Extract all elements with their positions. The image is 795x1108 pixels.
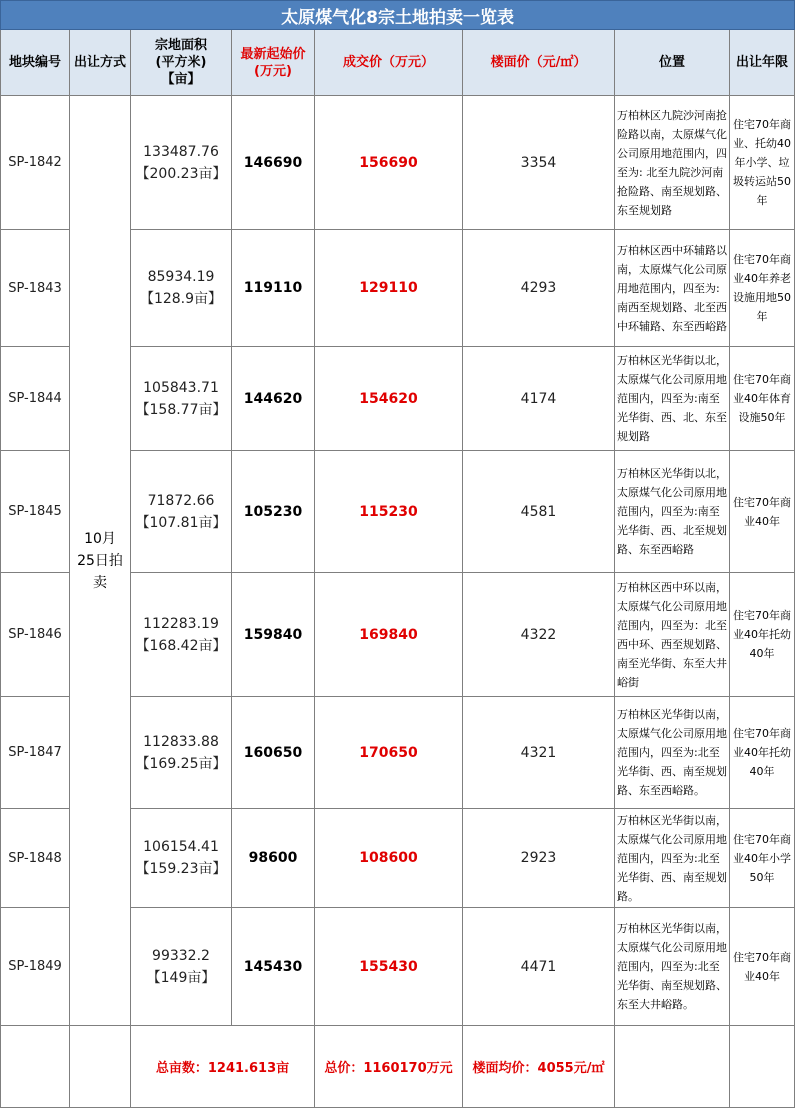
cell-start-price: 119110	[232, 230, 315, 347]
cell-deal-price: 155430	[315, 908, 463, 1026]
cell-start-price: 160650	[232, 697, 315, 809]
header-floor-price: 楼面价（元/㎡）	[463, 30, 615, 96]
area-sqm: 133487.76	[143, 143, 219, 160]
cell-deal-price: 156690	[315, 96, 463, 230]
cell-location: 万柏林区西中环以南，太原煤气化公司原用地范围内，四至为：北至西中环、西至规划路、南至光华街、东至大井峪街	[615, 573, 730, 697]
summary-row	[1, 1026, 795, 1108]
cell-floor-price: 3354	[463, 96, 615, 230]
summary-total-price: 总价：1160170万元	[315, 1026, 463, 1108]
cell-deal-price: 108600	[315, 809, 463, 908]
area-sqm: 106154.41	[143, 839, 219, 855]
cell-area	[131, 96, 232, 230]
cell-floor-price: 4321	[463, 697, 615, 809]
cell-area	[131, 451, 232, 573]
cell-deal-price: 154620	[315, 347, 463, 451]
cell-deal-price: 169840	[315, 573, 463, 697]
header-start-line2: (万元)	[254, 63, 292, 79]
cell-area	[131, 908, 232, 1026]
cell-term: 住宅70年商业40年托幼40年	[730, 573, 795, 697]
cell-term: 住宅70年商业40年	[730, 451, 795, 573]
cell-area	[131, 347, 232, 451]
summary-empty-4	[730, 1026, 795, 1108]
cell-code: SP-1844	[1, 347, 70, 451]
cell-location: 万柏林区西中环辅路以南，太原煤气化公司原用地范围内，四至为:南西至规划路、北至西中环辅路、东至西峪路	[615, 230, 730, 347]
cell-floor-price: 4174	[463, 347, 615, 451]
area-mu: 【107.81亩】	[135, 514, 227, 531]
area-sqm: 112283.19	[143, 615, 219, 632]
cell-area	[131, 809, 232, 908]
cell-floor-price: 4471	[463, 908, 615, 1026]
area-mu: 【159.23亩】	[135, 861, 227, 877]
area-sqm: 99332.2	[152, 947, 210, 964]
summary-empty-3	[615, 1026, 730, 1108]
cell-term: 住宅70年商业40年体育设施50年	[730, 347, 795, 451]
summary-empty-2	[70, 1026, 131, 1108]
area-mu: 【128.9亩】	[139, 291, 223, 307]
header-start-price	[232, 30, 315, 96]
area-mu: 【169.25亩】	[135, 755, 227, 772]
header-deal-price: 成交价（万元）	[315, 30, 463, 96]
header-area	[131, 30, 232, 96]
header-row	[1, 30, 795, 96]
area-sqm: 105843.71	[143, 379, 219, 396]
cell-code: SP-1849	[1, 908, 70, 1026]
cell-start-price: 144620	[232, 347, 315, 451]
cell-floor-price: 2923	[463, 809, 615, 908]
summary-empty-1	[1, 1026, 70, 1108]
header-location: 位置	[615, 30, 730, 96]
summary-total-mu: 总亩数：1241.613亩	[131, 1026, 315, 1108]
cell-code: SP-1845	[1, 451, 70, 573]
table-row	[1, 96, 795, 230]
cell-area	[131, 230, 232, 347]
cell-deal-price: 170650	[315, 697, 463, 809]
cell-area	[131, 573, 232, 697]
header-area-line2: (平方米)	[155, 55, 207, 70]
cell-method: 10月25日拍卖	[70, 96, 131, 1026]
header-code: 地块编号	[1, 30, 70, 96]
cell-deal-price: 129110	[315, 230, 463, 347]
cell-code: SP-1847	[1, 697, 70, 809]
cell-term: 住宅70年商业40年托幼40年	[730, 697, 795, 809]
cell-floor-price: 4581	[463, 451, 615, 573]
cell-location: 万柏林区光华街以南，太原煤气化公司原用地范围内，四至为:北至光华街、南至规划路、东至大井峪路。	[615, 908, 730, 1026]
header-method: 出让方式	[70, 30, 131, 96]
area-mu: 【158.77亩】	[135, 401, 227, 418]
header-area-line3: 【亩】	[161, 72, 201, 87]
cell-location: 万柏林区光华街以南，太原煤气化公司原用地范围内，四至为:北至光华街、西、南至规划路、东至西峪路。	[615, 697, 730, 809]
cell-term: 住宅70年商业40年养老设施用地50年	[730, 230, 795, 347]
area-mu: 【200.23亩】	[135, 165, 227, 182]
cell-floor-price: 4293	[463, 230, 615, 347]
cell-start-price: 145430	[232, 908, 315, 1026]
area-sqm: 71872.66	[147, 492, 215, 509]
cell-code: SP-1848	[1, 809, 70, 908]
header-area-line1: 宗地面积	[154, 38, 207, 53]
cell-term: 住宅70年商业40年小学50年	[730, 809, 795, 908]
area-mu: 【149亩】	[146, 969, 216, 986]
cell-term: 住宅70年商业40年	[730, 908, 795, 1026]
cell-location: 万柏林区光华街以北，太原煤气化公司原用地范围内，四至为:南至光华街、西、北至规划路、东至西峪路	[615, 451, 730, 573]
cell-location: 万柏林区九院沙河南抢险路以南，太原煤气化公司原用地范围内，四至为: 北至九院沙河南抢险路、南至规划路、东至规划路	[615, 96, 730, 230]
table-title: 太原煤气化8宗土地拍卖一览表	[1, 1, 795, 30]
cell-start-price: 105230	[232, 451, 315, 573]
area-sqm: 112833.88	[143, 733, 219, 750]
cell-start-price: 159840	[232, 573, 315, 697]
cell-code: SP-1843	[1, 230, 70, 347]
area-sqm: 85934.19	[147, 269, 215, 285]
cell-start-price: 146690	[232, 96, 315, 230]
cell-code: SP-1842	[1, 96, 70, 230]
cell-area	[131, 697, 232, 809]
header-start-line1: 最新起始价	[240, 46, 306, 62]
cell-code: SP-1846	[1, 573, 70, 697]
cell-deal-price: 115230	[315, 451, 463, 573]
area-mu: 【168.42亩】	[135, 637, 227, 654]
cell-floor-price: 4322	[463, 573, 615, 697]
cell-term: 住宅70年商业、托幼40年小学、垃圾转运站50年	[730, 96, 795, 230]
cell-location: 万柏林区光华街以北，太原煤气化公司原用地范围内，四至为:南至光华街、西、北、东至规划路	[615, 347, 730, 451]
cell-location: 万柏林区光华街以南，太原煤气化公司原用地范围内，四至为:北至光华街、西、南至规划路。	[615, 809, 730, 908]
header-term: 出让年限	[730, 30, 795, 96]
summary-avg-floor: 楼面均价：4055元/㎡	[463, 1026, 615, 1108]
cell-start-price: 98600	[232, 809, 315, 908]
